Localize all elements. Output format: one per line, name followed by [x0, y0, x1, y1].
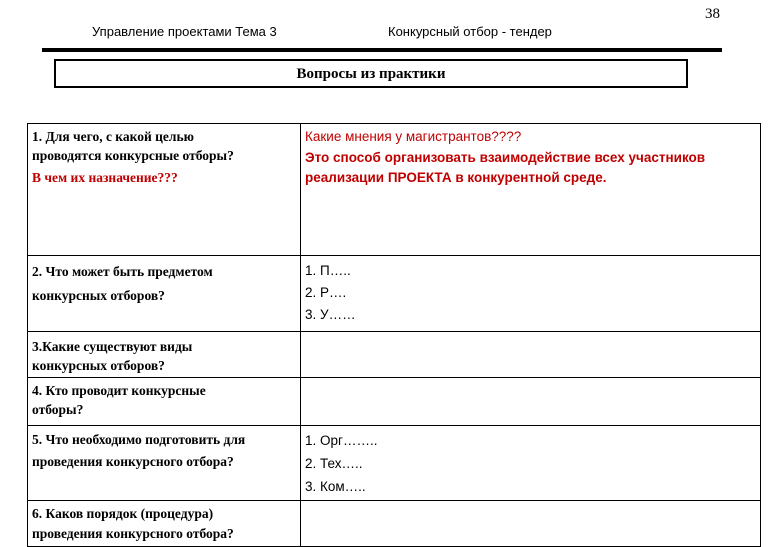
- question-text: 5. Что необходимо подготовить для: [32, 432, 246, 447]
- answer-cell: [301, 378, 761, 426]
- questions-table: [27, 123, 761, 547]
- page-number: 38: [705, 6, 720, 22]
- answer-text: Это способ организовать взаимодействие всех участников реализации ПРОЕКТА в конкурентной среде.: [305, 149, 706, 185]
- answer-item: 1. П…..: [305, 263, 351, 278]
- table-row: [28, 124, 761, 256]
- question-text: 6. Каков порядок (процедура): [32, 506, 214, 521]
- answer-item: 2. Тех…..: [305, 456, 363, 471]
- answer-cell: [301, 256, 761, 332]
- question-text: отборы?: [32, 402, 84, 417]
- question-text: проведения конкурсного отбора?: [32, 526, 234, 541]
- question-text: конкурсных отборов?: [32, 288, 165, 303]
- question-cell: [28, 332, 301, 378]
- answer-item: 3. У……: [305, 307, 356, 322]
- question-text: 3.Какие существуют виды: [32, 339, 193, 354]
- question-cell: [28, 378, 301, 426]
- question-text: 4. Кто проводит конкурсные: [32, 383, 206, 398]
- header-divider: [42, 48, 722, 52]
- section-banner: Вопросы из практики: [54, 59, 688, 88]
- answer-prompt: Какие мнения у магистрантов????: [305, 129, 522, 144]
- header-topic-title: Конкурсный отбор - тендер: [388, 24, 552, 39]
- answer-item: 3. Ком…..: [305, 479, 366, 494]
- header-course-title: Управление проектами Тема 3: [92, 24, 277, 39]
- question-cell: [28, 256, 301, 332]
- question-red-text: В чем их назначение???: [32, 170, 178, 185]
- answer-cell: [301, 332, 761, 378]
- table-row: [28, 426, 761, 501]
- question-cell: [28, 426, 301, 501]
- question-cell: [28, 124, 301, 256]
- table-row: [28, 332, 761, 378]
- question-text: 1. Для чего, с какой целью: [32, 129, 194, 144]
- question-text: 2. Что может быть предметом: [32, 264, 213, 279]
- table-row: [28, 378, 761, 426]
- question-text: проведения конкурсного отбора?: [32, 454, 234, 469]
- answer-cell: [301, 124, 761, 256]
- question-text: конкурсных отборов?: [32, 358, 165, 373]
- answer-item: 2. Р….: [305, 285, 347, 300]
- answer-item: 1. Орг……..: [305, 433, 378, 448]
- answer-cell: [301, 426, 761, 501]
- question-text: проводятся конкурсные отборы?: [32, 148, 234, 163]
- table-row: [28, 256, 761, 332]
